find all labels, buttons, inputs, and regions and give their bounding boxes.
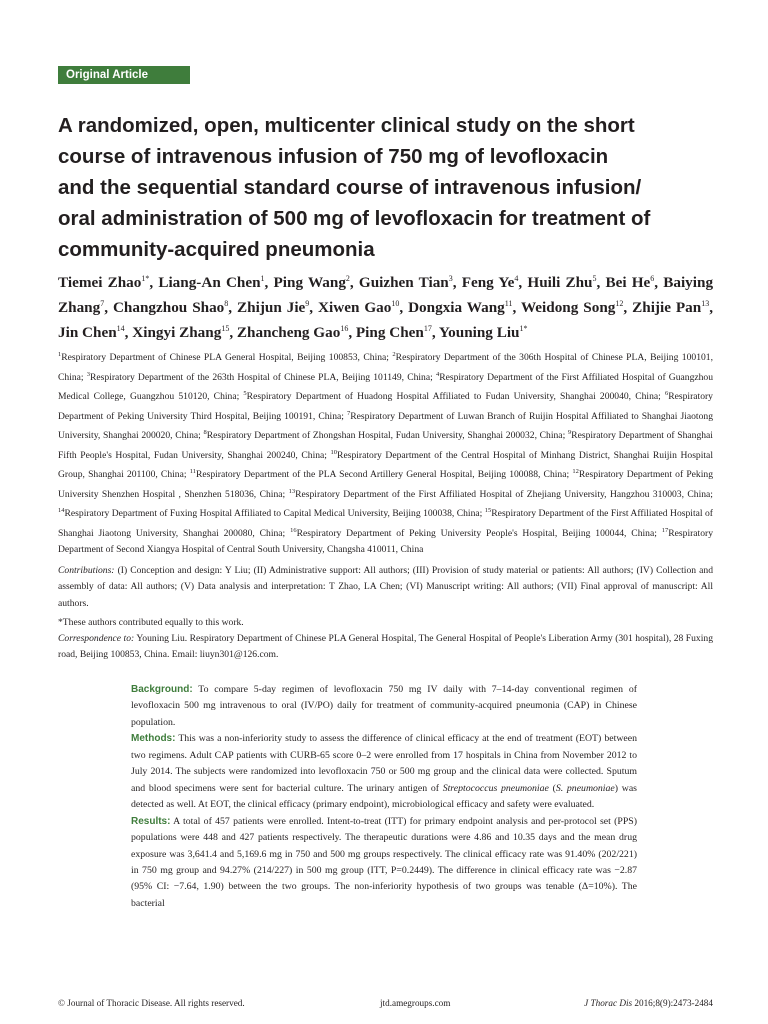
- author-affiliation-marker: 8: [224, 299, 229, 309]
- author: [408, 299, 512, 316]
- affiliation-text: Respiratory Department of the 263th Hospital of Chinese PLA, Beijing 101149, China;: [90, 371, 433, 383]
- methods-paren: (: [548, 782, 556, 794]
- author: [462, 274, 519, 291]
- article-type-badge: Original Article: [58, 66, 190, 84]
- correspondence-label: Correspondence to:: [58, 633, 135, 644]
- affiliation: [58, 508, 482, 519]
- affiliation-number: 1: [58, 351, 62, 358]
- copyright-notice: © Journal of Thoracic Disease. All rights reserved.: [58, 998, 245, 1008]
- author-affiliation-marker: 10: [391, 299, 400, 309]
- author-affiliation-marker: 4: [514, 274, 519, 283]
- author-affiliation-marker: 16: [340, 324, 349, 334]
- affiliation-text: Respiratory Department of Shanghai Fifth People's Hospital, Fudan University, Shanghai 200240, China;: [58, 430, 713, 461]
- abstract-background: [131, 682, 637, 731]
- author-name: Bei He: [605, 274, 651, 292]
- methods-text-after: ) was detected as well. At EOT, the clinical efficacy (primary endpoint), microbiological efficacy and safety were evaluated.: [131, 782, 637, 811]
- journal-website-link[interactable]: jtd.amegroups.com: [380, 998, 451, 1008]
- author-affiliation-marker: 17: [423, 324, 432, 334]
- title-line: community-acquired pneumonia: [58, 238, 375, 261]
- author: [359, 274, 453, 291]
- abstract-methods: [131, 731, 637, 813]
- contributions-text: (I) Conception and design: Y Liu; (II) Administrative support: All authors; (III) Provision of study material or patients: All authors; (IV) Collection and assembly of data: All authors; (V) Data analysis and interpretation: T Zhao, LA Chen; (VI) Manuscript writing: All authors; (VII) Final approval of manuscript: All authors.: [58, 565, 713, 609]
- author-affiliation-marker: 3: [448, 274, 453, 283]
- affiliation-number: 3: [86, 370, 90, 378]
- article-title: [58, 110, 718, 265]
- background-text: To compare 5-day regimen of levofloxacin 750 mg IV daily with 7–14-day conventional regimen of levofloxacin 500 mg intravenous to oral (IV/PO) daily for treatment of community-acquired pneumonia (CAP) in Chinese population.: [131, 684, 637, 728]
- affiliation: [87, 372, 433, 383]
- affiliation-number: 13: [288, 487, 296, 495]
- affiliation-text: Respiratory Department of the First Affiliated Hospital of Zhejiang University, Hangzhou 310003, China;: [295, 488, 713, 500]
- author-affiliation-marker: 13: [701, 299, 710, 309]
- author-affiliation-marker: 9: [305, 299, 310, 309]
- affiliation-number: 16: [290, 526, 297, 534]
- affiliation: [190, 469, 569, 480]
- author-affiliation-marker: 12: [615, 299, 624, 309]
- author: [158, 274, 264, 291]
- affiliation-text: Respiratory Department of the PLA Second Artillery General Hospital, Beijing 100088, China;: [195, 469, 570, 481]
- author: [356, 324, 432, 341]
- results-text: A total of 457 patients were enrolled. Intent-to-treat (ITT) for primary endpoint analysis and per-protocol set (PPS) populations were 448 and 427 patients respectively. The therapeutic durations were 4.86 and 10.35 days and the mean drug exposure was 3,641.4 and 5,169.6 mg in 750 and 500 mg groups respectively. The clinical efficacy rate was 91.40% (202/221) in 750 mg group and 94.27% (214/227) in 500 mg group (ITT, P=0.2449). The difference in clinical efficacy rate was −2.87 (95% CI: −7.64, 1.90) between the two groups. The non-inferiority hypothesis of two groups was tenable (Δ=10%). The bacterial: [131, 815, 637, 909]
- author-affiliation-marker: 1: [260, 274, 265, 283]
- author-name: Xiwen Gao: [318, 299, 392, 317]
- affiliation-text: Respiratory Department of Second Xiangya Hospital of Central South University, Changsha 410011, China: [58, 527, 714, 555]
- contributions: [58, 563, 713, 612]
- author-name: Zhijie Pan: [632, 299, 702, 317]
- background-heading: Background:: [131, 684, 193, 695]
- affiliation-text: Respiratory Department of the Central Hospital of Minhang District, Shanghai Ruijin Hospital Group, Shanghai 201100, China;: [58, 449, 713, 481]
- affiliation-text: Respiratory Department of Zhongshan Hospital, Fudan University, Shanghai 200032, China;: [206, 430, 566, 442]
- affiliation: [290, 528, 657, 539]
- citation: [584, 996, 713, 1010]
- correspondence: [58, 631, 713, 664]
- author-affiliation-marker: 7: [100, 299, 105, 309]
- correspondence-text: Youning Liu. Respiratory Department of Chinese PLA General Hospital, The General Hospital of People's Liberation Army (301 hospital), 28 Fuxing road, Beijing 100853, China. Email: liuyn301@126.com.: [58, 633, 713, 661]
- affiliation-number: 6: [664, 389, 669, 397]
- affiliation-number: 4: [435, 370, 440, 378]
- affiliation-number: 17: [661, 526, 669, 534]
- author: [527, 274, 596, 291]
- affiliation-text: Respiratory Department of Huadong Hospital Affiliated to Fudan University, Shanghai 200040, China;: [246, 391, 661, 403]
- author-name: Zhancheng Gao: [236, 324, 341, 342]
- author-name: Weidong Song: [520, 299, 616, 317]
- author-name: Liang-An Chen: [158, 274, 261, 292]
- title-line: and the sequential standard course of intravenous infusion/: [58, 176, 642, 199]
- author-affiliation-marker: 15: [221, 324, 230, 334]
- author-affiliation-marker: 2: [345, 274, 350, 283]
- author: [632, 299, 709, 316]
- affiliation-text: Respiratory Department of the First Affiliated Hospital of Shanghai Jiaotong University, Shanghai 200080, China;: [58, 508, 713, 539]
- author-name: Huili Zhu: [527, 274, 593, 292]
- results-heading: Results:: [131, 815, 171, 827]
- author-affiliation-marker: 14: [116, 324, 125, 334]
- citation-volume: 2016;8(9):2473-2484: [632, 998, 713, 1008]
- affiliation-number: 2: [392, 351, 396, 358]
- affiliation-number: 11: [189, 467, 196, 475]
- organism-name: Streptococcus pneumoniae: [442, 782, 549, 794]
- affiliation-text: Respiratory Department of the 306th Hospital of Chinese PLA, Beijing 100101, China;: [58, 352, 713, 383]
- author: [605, 274, 654, 291]
- affiliation-number: 5: [243, 389, 247, 397]
- equal-contribution-note: *These authors contributed equally to this work.: [58, 617, 244, 628]
- author: [132, 324, 229, 341]
- author: [274, 274, 350, 291]
- affiliation-text: Respiratory Department of Peking University Third Hospital, Beijing 100191, China;: [58, 391, 713, 422]
- methods-text: This was a non-inferiority study to assess the difference of clinical efficacy at the end of treatment (EOT) between two regimens. Adult CAP patients with CURB-65 score 0–2 were enrolled from 17 hospitals in China from November 2012 to July 2014. The subjects were randomized into levofloxacin 750 or 500 mg group and the clinical data were collected. Sputum and blood specimens were sent for bacterial culture. The urinary antigen of: [131, 733, 637, 794]
- contributions-label: Contributions:: [58, 565, 115, 576]
- affiliation-number: 8: [203, 428, 207, 436]
- author-name: Feng Ye: [461, 274, 515, 292]
- author-affiliation-marker: 5: [592, 274, 597, 283]
- author-name: Ping Wang: [273, 274, 346, 292]
- author: [58, 274, 149, 291]
- affiliations: [58, 347, 713, 558]
- abstract: [131, 682, 637, 912]
- author-list: Tiemei Zhao$^{1*}$, Liang-An Chen$^1$, Ping Wang$^2$, Guizhen Tian$^3$, Feng Ye$^4$, Huili Zhu$^5$, Bei He$^6$, Baiying Zhang$^7$, Changzhou Shao$^8$, Zhijun Jie$^9$, Xiwen Gao$^{10}$, Dongxia Wang$^{11}$, Weidong Song$^{12}$, Zhijie Pan$^{13}$, Jin Chen$^{14}$, Xingyi Zhang$^{15}$, Zhancheng Gao$^{16}$, Ping Chen$^{17}$, Youning Liu$^{1*}$: [58, 274, 714, 342]
- author: [237, 299, 309, 316]
- journal-abbr: J Thorac Dis: [584, 998, 633, 1008]
- organism-abbr: S. pneumoniae: [555, 782, 615, 794]
- author-name: Zhijun Jie: [237, 299, 306, 317]
- author-affiliation-marker: 11: [504, 299, 513, 309]
- affiliation: [243, 391, 660, 402]
- author: [439, 324, 528, 341]
- affiliation: [204, 430, 566, 441]
- author-name: Xingyi Zhang: [132, 324, 222, 342]
- author-name: Dongxia Wang: [408, 299, 505, 317]
- author: [237, 324, 348, 341]
- affiliation-number: 15: [484, 506, 492, 514]
- affiliation-number: 14: [58, 506, 65, 514]
- author-affiliation-marker: 6: [650, 274, 655, 283]
- author-affiliation-marker: 1*: [519, 324, 528, 334]
- affiliation-text: Respiratory Department of Luwan Branch of Ruijin Hospital Affiliated to Shanghai Jiaotong University, Shanghai 200020, China;: [58, 410, 713, 442]
- affiliation-number: 9: [567, 428, 572, 436]
- affiliation: [58, 352, 389, 363]
- author-name: Changzhou Shao: [112, 299, 225, 317]
- affiliation-number: 12: [572, 467, 579, 475]
- affiliation: [289, 489, 713, 500]
- author-name: Baiying Zhang: [58, 274, 714, 317]
- author: [113, 299, 228, 316]
- author-name: Jin Chen: [58, 324, 117, 342]
- affiliation-text: Respiratory Department of the First Affiliated Hospital of Guangzhou Medical College, Guangzhou 510120, China;: [58, 371, 714, 403]
- author-name: Youning Liu: [438, 324, 520, 342]
- page-footer: [58, 996, 713, 1010]
- methods-heading: Methods:: [131, 733, 176, 745]
- affiliation-number: 10: [330, 448, 338, 456]
- author-name: Guizhen Tian: [358, 274, 449, 292]
- affiliation-text: Respiratory Department of Peking University People's Hospital, Beijing 100044, China;: [296, 527, 657, 539]
- title-line: oral administration of 500 mg of levofloxacin for treatment of: [58, 207, 651, 230]
- title-line: course of intravenous infusion of 750 mg of levofloxacin: [58, 145, 609, 168]
- abstract-results: [131, 814, 637, 913]
- author: [521, 299, 623, 316]
- author-name: Tiemei Zhao: [58, 274, 142, 292]
- author: [318, 299, 399, 316]
- author-name: Ping Chen: [355, 324, 424, 342]
- affiliation-number: 7: [347, 409, 351, 417]
- affiliation-text: Respiratory Department of Peking University Shenzhen Hospital , Shenzhen 518036, China;: [58, 469, 713, 500]
- author-affiliation-marker: 1*: [141, 274, 150, 283]
- affiliation-text: Respiratory Department of Fuxing Hospital Affiliated to Capital Medical University, Beijing 100038, China;: [64, 508, 483, 520]
- author: [58, 324, 125, 341]
- title-line: A randomized, open, multicenter clinical study on the short: [58, 114, 635, 137]
- affiliation-text: Respiratory Department of Chinese PLA General Hospital, Beijing 100853, China;: [61, 352, 389, 364]
